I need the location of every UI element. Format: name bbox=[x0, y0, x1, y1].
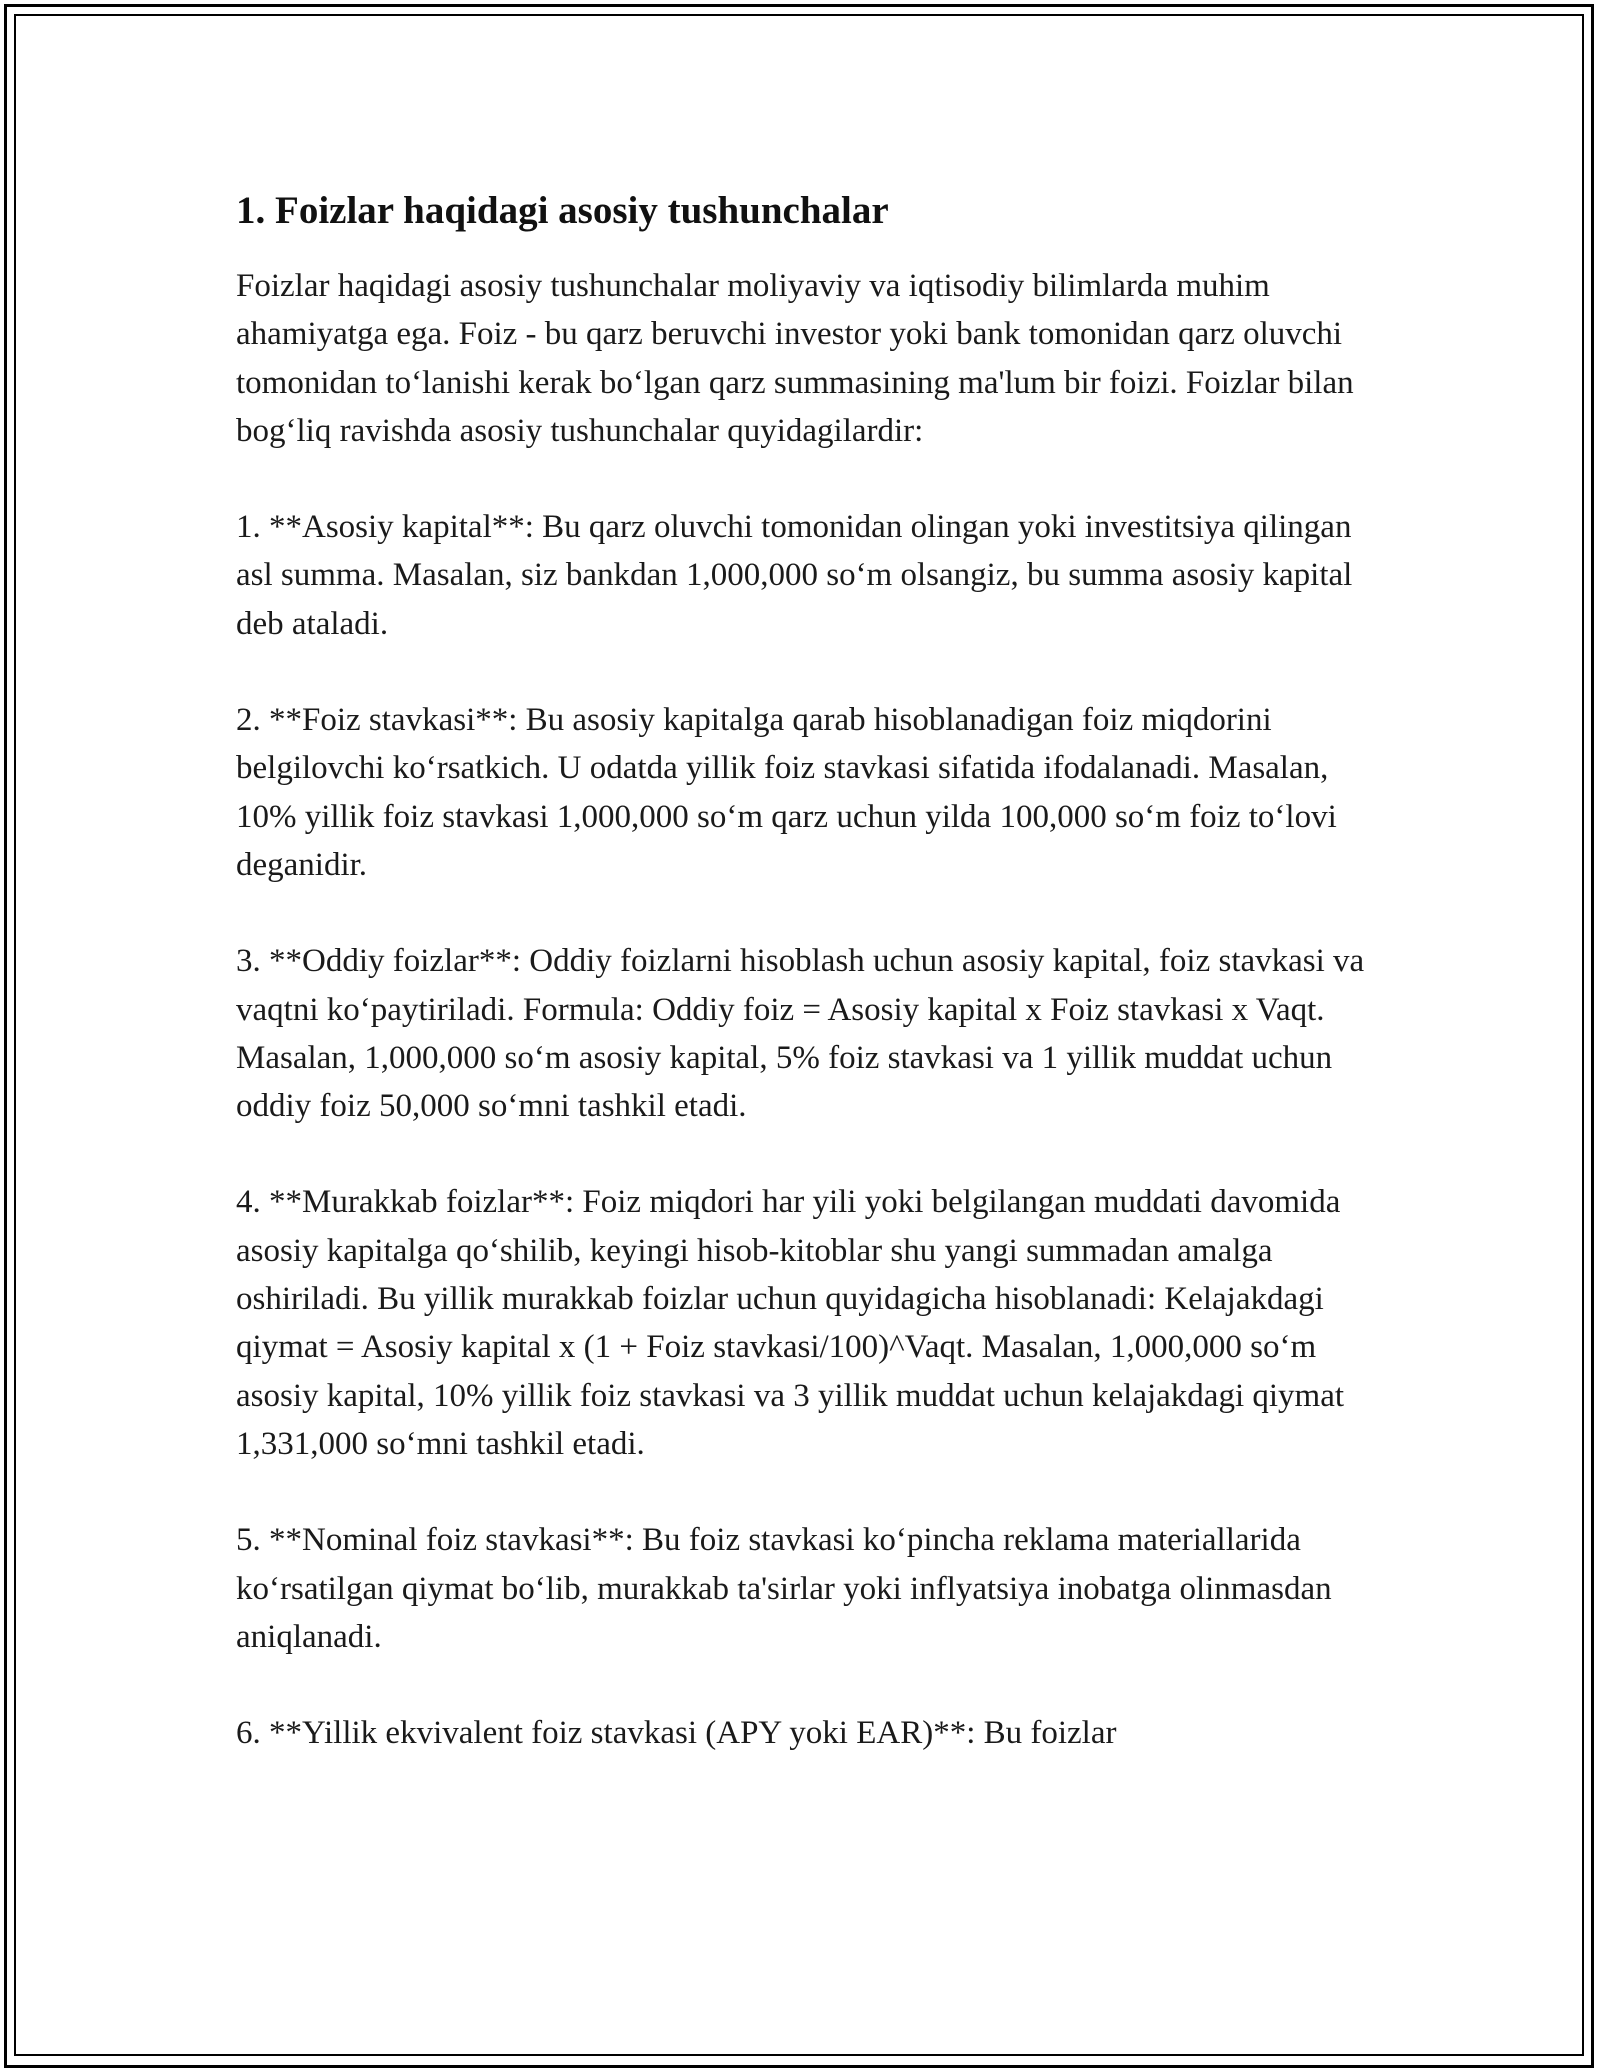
section-heading: 1. Foizlar haqidagi asosiy tushunchalar bbox=[236, 189, 889, 232]
document-body bbox=[236, 186, 1366, 1805]
list-item-compound-interest: 4. **Murakkab foizlar**: Foiz miqdori har yili yoki belgilangan muddati davomida asosiy kapitalga qoʻshilib, keyingi hisob-kitoblar shu yangi summadan amalga oshiriladi. Bu yillik murakkab foizlar uchun quyidagicha hisoblanadi: Kelajakdagi qiymat = Asosiy kapital x (1 + Foiz stavkasi/100)^Vaqt. Masalan, 1,000,000 soʻm asosiy kapital, 10% yillik foiz stavkasi va 3 yillik muddat uchun kelajakdagi qiymat 1,331,000 soʻmni tashkil etadi. bbox=[236, 1184, 1345, 1462]
list-item-simple-interest: 3. **Oddiy foizlar**: Oddiy foizlarni hisoblash uchun asosiy kapital, foiz stavkasi va vaqtni koʻpaytiriladi. Formula: Oddiy foiz = Asosiy kapital x Foiz stavkasi x Vaqt. Masalan, 1,000,000 soʻm asosiy kapital, 5% foiz stavkasi va 1 yillik muddat uchun oddiy foiz 50,000 soʻmni tashkil etadi. bbox=[236, 943, 1365, 1125]
list-item-interest-rate: 2. **Foiz stavkasi**: Bu asosiy kapitalga qarab hisoblanadigan foiz miqdorini belgilovchi koʻrsatkich. U odatda yillik foiz stavkasi sifatida ifodalanadi. Masalan, 10% yillik foiz stavkasi 1,000,000 soʻm qarz uchun yilda 100,000 soʻm foiz toʻlovi deganidir. bbox=[236, 702, 1337, 883]
list-item-apy: 6. **Yillik ekvivalent foiz stavkasi (APY yoki EAR)**: Bu foizlar bbox=[236, 1715, 1117, 1752]
list-item-principal: 1. **Asosiy kapital**: Bu qarz oluvchi tomonidan olingan yoki investitsiya qilingan asl summa. Masalan, siz bankdan 1,000,000 soʻm olsangiz, bu summa asosiy kapital deb ataladi. bbox=[236, 509, 1353, 642]
intro-paragraph: Foizlar haqidagi asosiy tushunchalar moliyaviy va iqtisodiy bilimlarda muhim ahamiyatga ega. Foiz - bu qarz beruvchi investor yoki bank tomonidan qarz oluvchi tomonidan toʻlanishi kerak boʻlgan qarz summasining ma'lum bir foizi. Foizlar bilan bogʻliq ravishda asosiy tushunchalar quyidagilardir: bbox=[236, 268, 1354, 449]
list-item-nominal-rate: 5. **Nominal foiz stavkasi**: Bu foiz stavkasi koʻpincha reklama materiallarida koʻrsatilgan qiymat boʻlib, murakkab ta'sirlar yoki inflyatsiya inobatga olinmasdan aniqlanadi. bbox=[236, 1522, 1332, 1655]
